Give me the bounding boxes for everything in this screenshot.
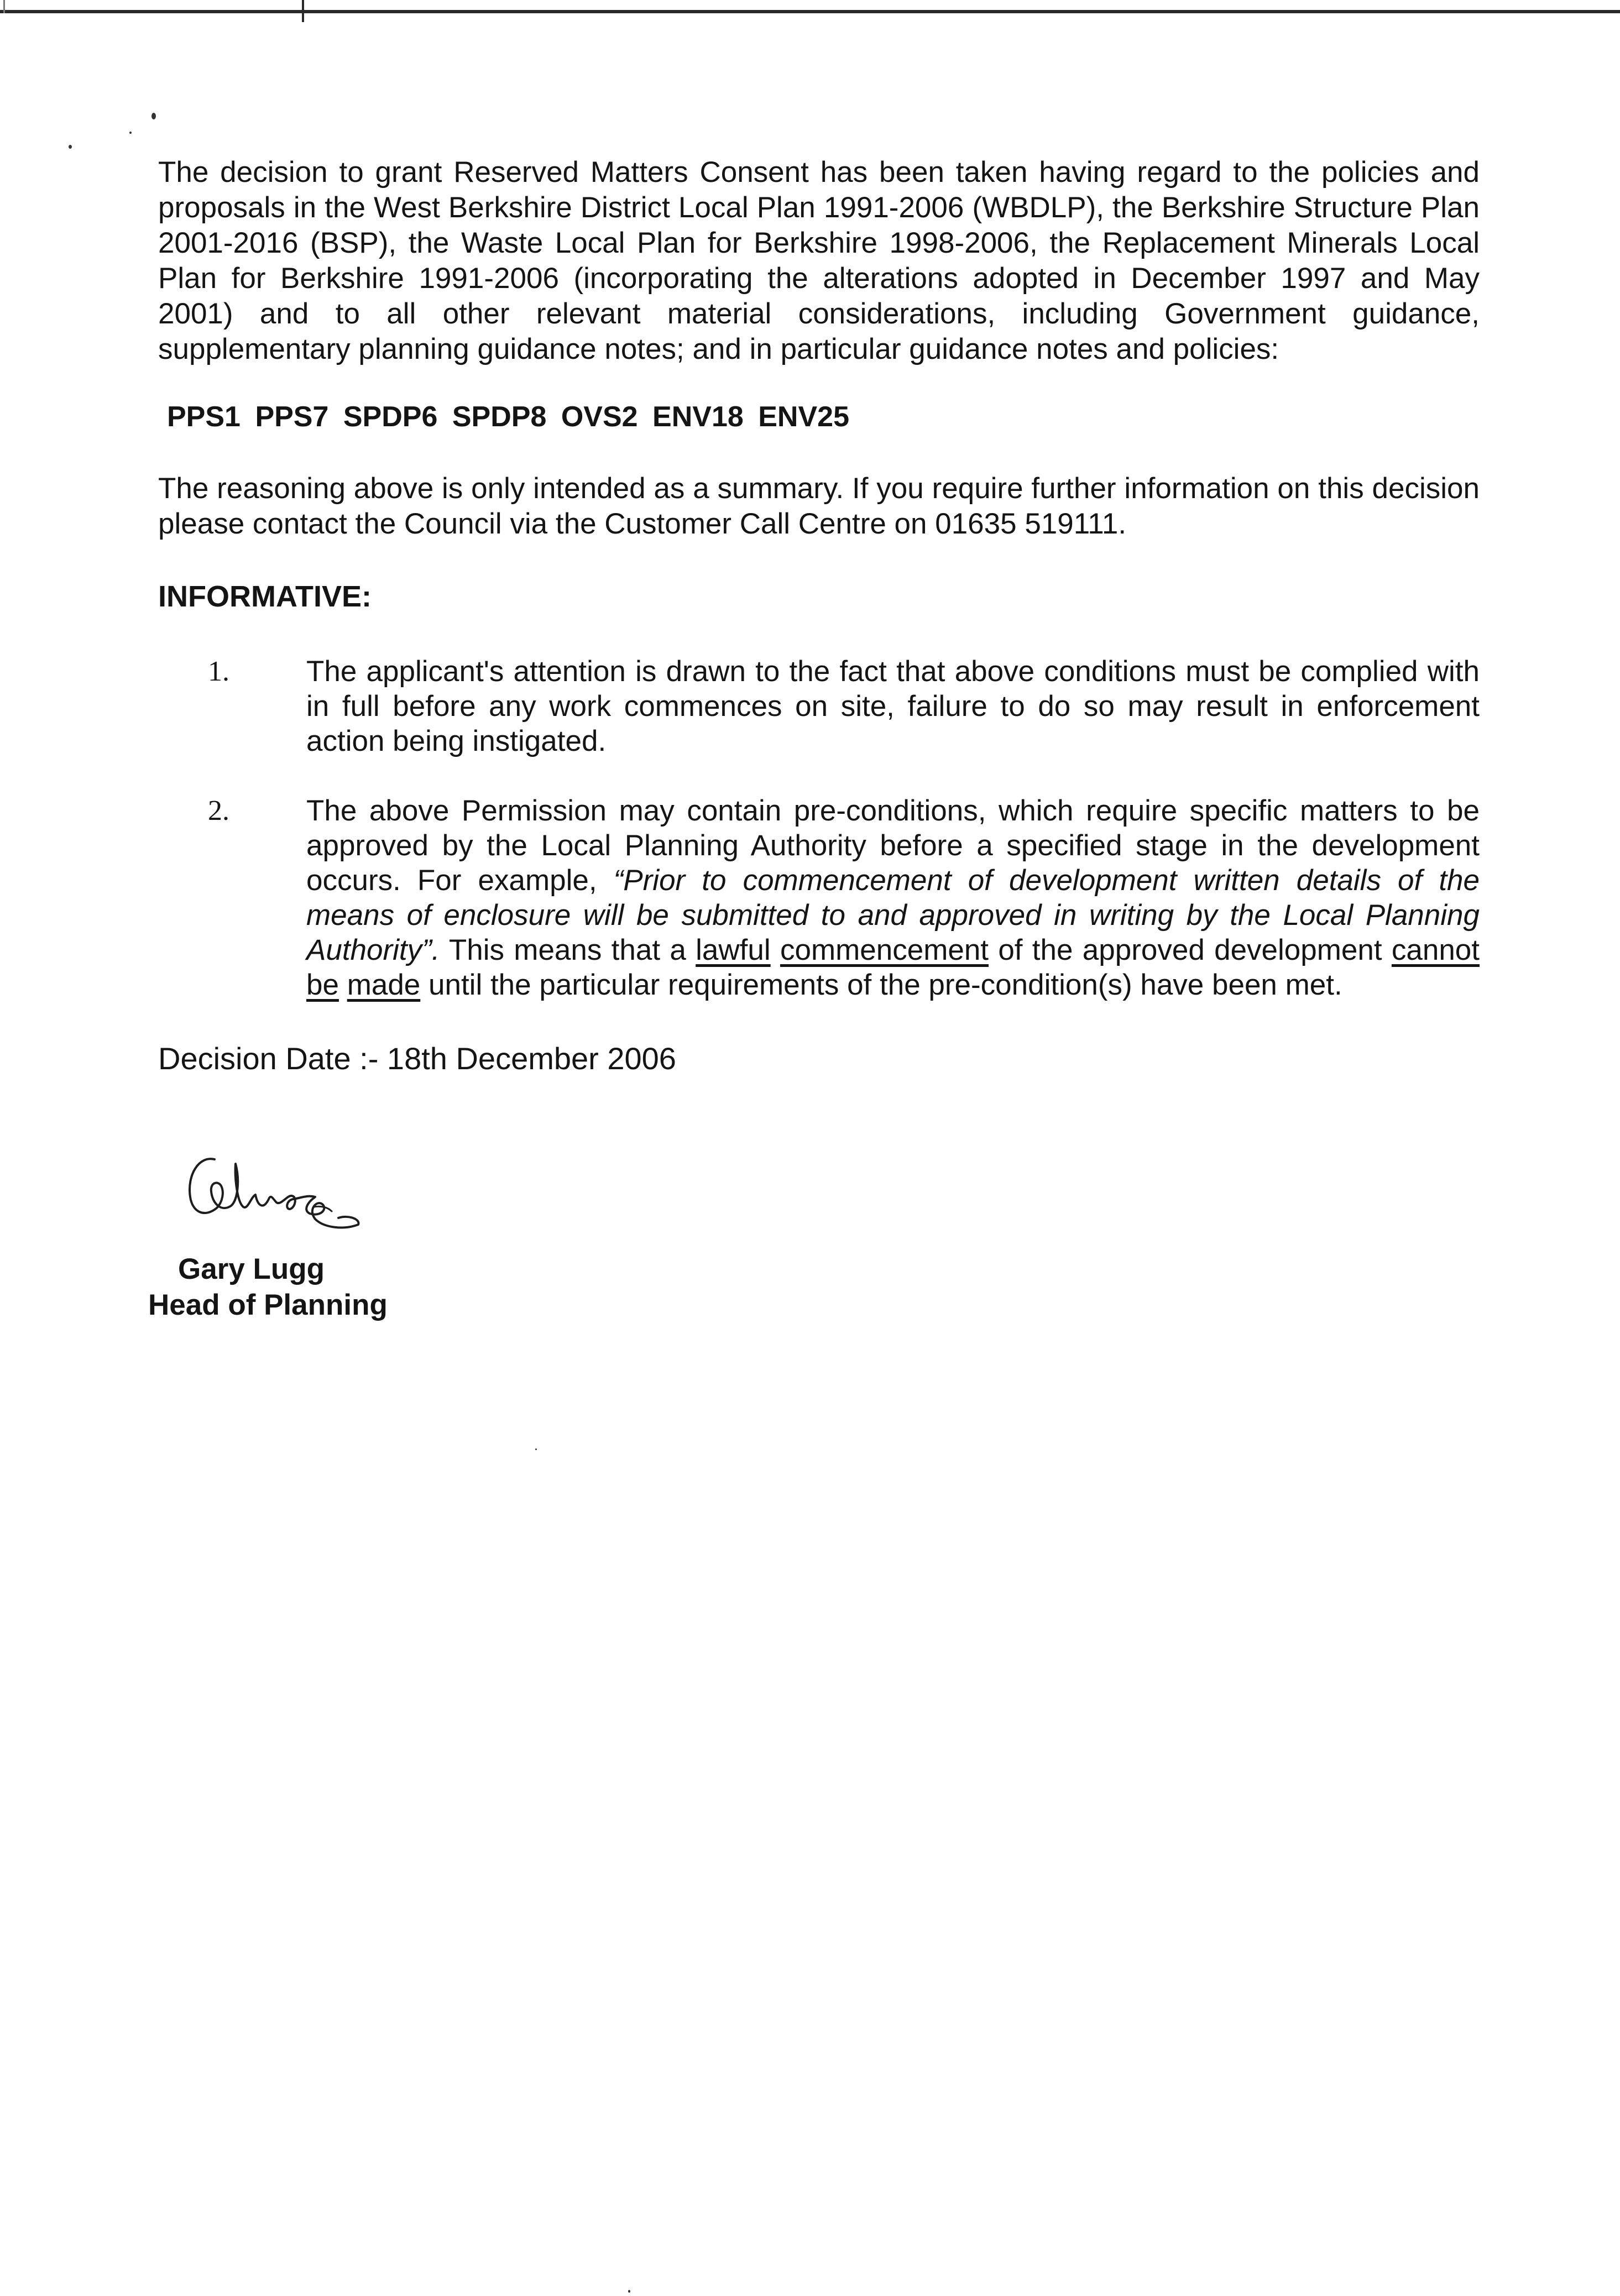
policy-list — [167, 400, 849, 433]
policy-code: SPDP6 — [343, 401, 438, 433]
item-text-part: The above Permission may contain pre-conditions, which require specific matters to be approved by the Local Planning Authority before a specified stage in the development occurs. For example, — [306, 794, 1480, 897]
top-border-tick — [302, 0, 304, 22]
item-text — [306, 793, 1480, 1002]
top-border-line — [0, 10, 1620, 13]
item-text-part: This means that a — [440, 934, 696, 966]
signatory-name: Gary Lugg — [178, 1253, 325, 1285]
decision-date: Decision Date :- 18th December 2006 — [158, 1041, 676, 1076]
item-number: 2. — [208, 795, 229, 827]
intro-paragraph: The decision to grant Reserved Matters Consent has been taken having regard to the policies and proposals in the West Berkshire District Local Plan 1991-2006 (WBDLP), the Berkshire Structure Plan 2001-2016 (BSP), the Waste Local Plan for Berkshire 1998-2006, the Replacement Minerals Local Plan for Berkshire 1991-2006 (incorporating the alterations adopted in December 1997 and May 2001) and to all other relevant material considerations, including Government guidance, supplementary planning guidance notes; and in particular guidance notes and policies: — [158, 156, 1480, 365]
informative-heading: INFORMATIVE: — [158, 580, 372, 613]
policy-code: ENV25 — [758, 401, 850, 433]
signatory-title: Head of Planning — [148, 1289, 388, 1321]
scan-speck — [129, 132, 132, 134]
underlined-word: made — [347, 969, 421, 1001]
scan-speck — [628, 2290, 630, 2293]
example-condition-quote: “Prior to commencement of development written details of the means of enclosure will be submitted to and approved in writing by the Local Planning Authority”. — [306, 864, 1480, 966]
policy-code: OVS2 — [561, 401, 638, 433]
scan-speck — [69, 145, 72, 149]
handwritten-signature — [182, 1142, 382, 1236]
scan-speck — [151, 113, 156, 119]
scan-speck — [535, 1448, 537, 1450]
policy-code: SPDP8 — [452, 401, 547, 433]
underlined-word: commencement — [780, 934, 989, 966]
summary-paragraph: The reasoning above is only intended as a summary. If you require further information on this decision please contact the Council via the Customer Call Centre on 01635 519111. — [158, 472, 1480, 540]
item-text-part: until the particular requirements of the pre-condition(s) have been met. — [420, 969, 1342, 1001]
left-edge-mark — [3, 0, 5, 13]
summary-section — [158, 471, 1480, 542]
document-body — [158, 155, 1480, 367]
item-text: The applicant's attention is drawn to the fact that above conditions must be complied with in full before any work commences on site, failure to do so may result in enforcement action being instigated. — [306, 655, 1480, 757]
underlined-word: cannot — [1391, 934, 1480, 966]
item-number: 1. — [208, 656, 229, 687]
underlined-word: lawful — [696, 934, 771, 966]
item-text-part: of the approved development — [989, 934, 1392, 966]
policy-code: PPS1 — [167, 401, 241, 433]
policy-code: ENV18 — [652, 401, 744, 433]
policy-code: PPS7 — [255, 401, 329, 433]
underlined-word: be — [306, 969, 339, 1001]
